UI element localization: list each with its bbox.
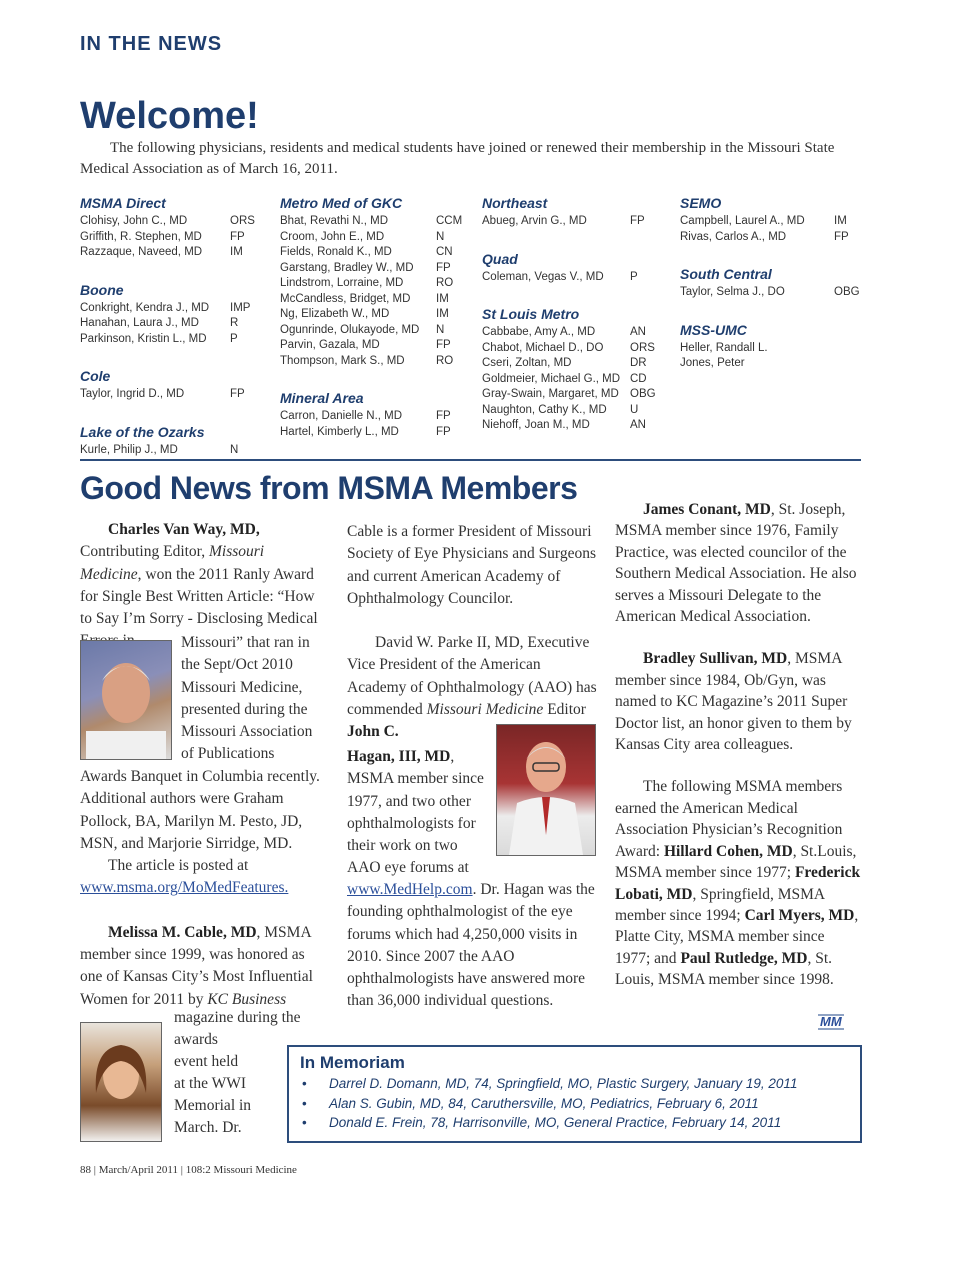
member-specialty: IM	[436, 292, 449, 305]
member-row	[80, 214, 258, 230]
member-group	[280, 194, 464, 369]
member-name: Naughton, Cathy K., MD	[482, 403, 607, 416]
member-name: Niehoff, Joan M., MD	[482, 419, 590, 431]
member-row	[280, 307, 464, 323]
member-name: Rivas, Carlos A., MD	[680, 230, 787, 243]
member-name: Taylor, Selma J., DO	[680, 286, 785, 298]
member-group-title: Mineral Area	[280, 390, 364, 406]
member-row	[280, 409, 464, 425]
member-specialty: FP	[630, 215, 645, 227]
conant-name: James Conant, MD	[643, 501, 771, 518]
member-row	[280, 245, 464, 261]
member-group	[482, 250, 658, 286]
member-group-title: MSS-UMC	[680, 321, 747, 338]
member-specialty: FP	[436, 339, 451, 351]
member-specialty: IMP	[230, 301, 251, 314]
member-name: Thompson, Mark S., MD	[280, 354, 405, 367]
member-name: Clohisy, John C., MD	[80, 215, 188, 227]
member-specialty: R	[230, 317, 239, 329]
member-specialty: ORS	[230, 215, 255, 227]
section-label: IN THE NEWS	[80, 33, 223, 55]
memoriam-item: • Alan S. Gubin, MD, 84, Caruthersville, MO, Pediatrics, February 6, 2011	[302, 1096, 759, 1111]
member-group	[80, 194, 258, 261]
member-row	[482, 356, 658, 372]
member-specialty: FP	[436, 261, 451, 274]
member-row	[482, 387, 658, 403]
member-specialty: FP	[834, 230, 849, 243]
member-row	[680, 356, 862, 372]
member-specialty: P	[630, 270, 638, 283]
member-specialty: CD	[630, 372, 647, 385]
member-name: Griffith, R. Stephen, MD	[80, 230, 202, 243]
cable-name: Melissa M. Cable, MD	[108, 923, 257, 941]
mm-logo: MM	[820, 1014, 842, 1029]
section-divider	[80, 459, 861, 461]
member-specialty: RO	[436, 277, 454, 289]
member-row	[482, 403, 658, 419]
member-column-4	[680, 194, 862, 392]
member-name: Parvin, Gazala, MD	[280, 339, 380, 351]
member-name: Carron, Danielle N., MD	[280, 410, 403, 422]
vanway-paragraph-top: Charles Van Way, MD, Contributing Editor, Missouri Medicine, won the 2011 Ranly Award for Single Best Written Article: “How to Say I’m Sorry - Disclosing Medical	[80, 521, 318, 628]
cable-wrap-text: magazine during the awards event held at the WWI Memorial in March. Dr.	[174, 1009, 301, 1136]
member-group	[680, 321, 862, 372]
member-row	[482, 418, 658, 434]
member-column-2	[280, 194, 464, 460]
member-specialty: DR	[630, 357, 647, 369]
memoriam-item: • Darrel D. Domann, MD, 74, Springfield, MO, Plastic Surgery, January 19, 2011	[302, 1076, 798, 1091]
member-row	[280, 338, 464, 354]
vanway-paragraph-bottom: Awards Banquet in Columbia recently. Additional authors were Graham Pollock, BA, Marilyn M. Pesto, JD, MSN, and Marjorie Sirridge, MD. The article is posted at www.msma.org/MoMedFeatures. Melissa M. Cable, MD, MSMA member since 1999, was honored as one of Kansas City’s Most Influential Women for 2011 by KC Business	[80, 768, 320, 1008]
hagan-photo	[496, 724, 596, 856]
member-group-title: SEMO	[680, 195, 722, 211]
member-row	[280, 354, 464, 370]
vanway-photo	[80, 640, 172, 760]
col3-text: James Conant, MD, St. Joseph, MSMA member since 1976, Family Practice, was elected councilor of the Southern Medical Association. He also serves a Missouri Delegate to the American Medical Association. Bradley Sullivan, MD, MSMA member since 1984, Ob/Gyn, was named to KC Magazine’s 2011 Super Doctor list, an honor given to them by Kansas City area colleagues. The following MSMA members earned the American Medical Association Physician’s Recognition Award: Hillard Cohen, MD, St.Louis, MSMA member since 1977; Frederick Lobati, MD, Springfield, MSMA member since 1994; Carl Myers, MD, Platte City, MSMA member since 1977; and Paul Rutledge, MD, St. Louis, MSMA member since 1998.	[615, 501, 861, 989]
member-name: Hartel, Kimberly L., MD	[280, 425, 399, 438]
member-specialty: IM	[834, 215, 847, 227]
member-name: Gray-Swain, Margaret, MD	[482, 388, 619, 400]
member-row	[280, 230, 464, 246]
member-group-title: Northeast	[482, 195, 548, 211]
member-column-1	[80, 194, 258, 478]
member-name: Parkinson, Kristin L., MD	[80, 332, 207, 345]
member-name: Heller, Randall L.	[680, 341, 768, 354]
hagan-paragraph-bottom: www.MedHelp.com. Dr. Hagan was the founding ophthalmologist of the eye forums which had 4,250,000 visits in 2010. Since 2007 the AAO ophthalmologists have answered more than 36,000 individual questions.	[347, 881, 595, 1010]
member-group-title: Quad	[482, 250, 518, 267]
member-specialty: FP	[230, 388, 245, 400]
sullivan-name: Bradley Sullivan, MD	[643, 650, 788, 668]
member-name: Goldmeier, Michael G., MD	[482, 372, 621, 385]
member-group	[80, 423, 258, 459]
member-name: Jones, Peter	[680, 357, 745, 369]
member-row	[680, 230, 862, 246]
member-group	[680, 265, 862, 301]
member-row	[482, 372, 658, 388]
member-name: Taylor, Ingrid D., MD	[80, 388, 185, 400]
member-specialty: IM	[436, 308, 449, 320]
medhelp-link[interactable]: www.MedHelp.com	[347, 881, 473, 898]
hagan-wrap-text: Hagan, III, MD, MSMA member since 1977, and two other ophthalmologists for their work on two AAO eye forums at	[347, 748, 484, 877]
member-group	[80, 281, 258, 348]
member-name: Ng, Elizabeth W., MD	[280, 308, 390, 320]
member-row	[482, 341, 658, 357]
member-specialty: CN	[436, 246, 453, 258]
member-row	[482, 325, 658, 341]
member-row	[280, 323, 464, 339]
member-group	[280, 389, 464, 440]
member-specialty: AN	[630, 326, 646, 338]
member-group	[482, 194, 658, 230]
vanway-name: Charles Van Way, MD,	[108, 521, 260, 538]
member-column-3	[482, 194, 658, 454]
member-specialty: ORS	[630, 341, 655, 354]
member-name: Hanahan, Laura J., MD	[80, 317, 199, 329]
member-name: Ogunrinde, Olukayode, MD	[280, 323, 420, 336]
member-name: Fields, Ronald K., MD	[280, 246, 392, 258]
member-group-title: MSMA Direct	[80, 195, 166, 211]
cable-continued-paragraph: Cable is a former President of Missouri Society of Eye Physicians and Surgeons and current American Academy of Ophthalmology Councilor. David W. Parke II, MD, Executive Vice President of the American Academy of Ophthalmology (AAO) has commended Missouri Medicine Editor John C.	[347, 523, 597, 741]
member-row	[280, 276, 464, 292]
member-specialty: P	[230, 332, 238, 345]
member-specialty: RO	[436, 354, 454, 367]
member-row	[80, 301, 258, 317]
member-name: Croom, John E., MD	[280, 230, 385, 243]
member-name: McCandless, Bridget, MD	[280, 292, 411, 305]
member-name: Kurle, Philip J., MD	[80, 443, 178, 456]
momed-features-link[interactable]: www.msma.org/MoMedFeatures.	[80, 879, 289, 897]
member-row	[80, 387, 258, 403]
member-row	[80, 316, 258, 332]
member-specialty: OBG	[834, 286, 860, 298]
hagan-name-2: Hagan, III, MD	[347, 748, 451, 765]
good-news-title: Good News from MSMA Members	[80, 470, 578, 506]
member-name: Lindstrom, Lorraine, MD	[280, 277, 404, 289]
member-group-title: Lake of the Ozarks	[80, 423, 205, 440]
member-name: Bhat, Revathi N., MD	[280, 215, 389, 227]
member-specialty: AN	[630, 419, 646, 431]
hagan-name-1: John C.	[347, 723, 399, 741]
memoriam-item: • Donald E. Frein, 78, Harrisonville, MO, General Practice, February 14, 2011	[302, 1115, 782, 1130]
member-specialty: N	[436, 323, 445, 336]
cable-photo	[80, 1022, 162, 1142]
member-group	[680, 194, 862, 245]
member-row	[280, 261, 464, 277]
member-row	[80, 443, 258, 459]
member-specialty: FP	[436, 425, 451, 438]
member-specialty: OBG	[630, 388, 656, 400]
member-specialty: FP	[436, 410, 451, 422]
member-row	[80, 332, 258, 348]
member-specialty: U	[630, 403, 639, 416]
member-row	[680, 214, 862, 230]
member-specialty: FP	[230, 230, 245, 243]
page-footer: 88 | March/April 2011 | 108:2 Missouri Medicine	[80, 1164, 297, 1176]
member-name: Cseri, Zoltan, MD	[482, 357, 572, 369]
member-name: Cabbabe, Amy A., MD	[482, 326, 596, 338]
member-group	[482, 305, 658, 434]
member-row	[680, 341, 862, 357]
member-name: Abueg, Arvin G., MD	[482, 215, 587, 227]
member-row	[80, 230, 258, 246]
member-row	[482, 270, 658, 286]
in-memoriam-title: In Memoriam	[300, 1053, 405, 1072]
welcome-intro: The following physicians, residents and medical students have joined or renewed their membership in the Missouri State Medical Association as of March 16, 2011.	[80, 140, 835, 177]
vanway-wrap-text: Missouri” that ran in the Sept/Oct 2010 Missouri Medicine, presented during the Missouri Association of Publications	[181, 634, 313, 763]
member-name: Chabot, Michael D., DO	[482, 341, 604, 354]
member-specialty: N	[436, 230, 445, 243]
member-specialty: CCM	[436, 215, 463, 227]
member-row	[280, 214, 464, 230]
member-name: Razzaque, Naveed, MD	[80, 246, 203, 258]
member-row	[280, 292, 464, 308]
member-row	[482, 214, 658, 230]
member-specialty: N	[230, 443, 239, 456]
member-group-title: Cole	[80, 368, 111, 384]
member-specialty: IM	[230, 246, 243, 258]
member-name: Garstang, Bradley W., MD	[280, 261, 414, 274]
member-group-title: Boone	[80, 281, 124, 298]
member-name: Campbell, Laurel A., MD	[680, 215, 805, 227]
member-group-title: South Central	[680, 266, 772, 282]
welcome-title: Welcome!	[80, 95, 259, 137]
member-name: Conkright, Kendra J., MD	[80, 301, 210, 314]
member-name: Coleman, Vegas V., MD	[482, 270, 604, 283]
member-group-title: St Louis Metro	[482, 306, 580, 322]
member-row	[280, 425, 464, 441]
member-group-title: Metro Med of GKC	[280, 195, 403, 211]
member-row	[680, 285, 862, 301]
member-row	[80, 245, 258, 261]
member-group	[80, 367, 258, 403]
